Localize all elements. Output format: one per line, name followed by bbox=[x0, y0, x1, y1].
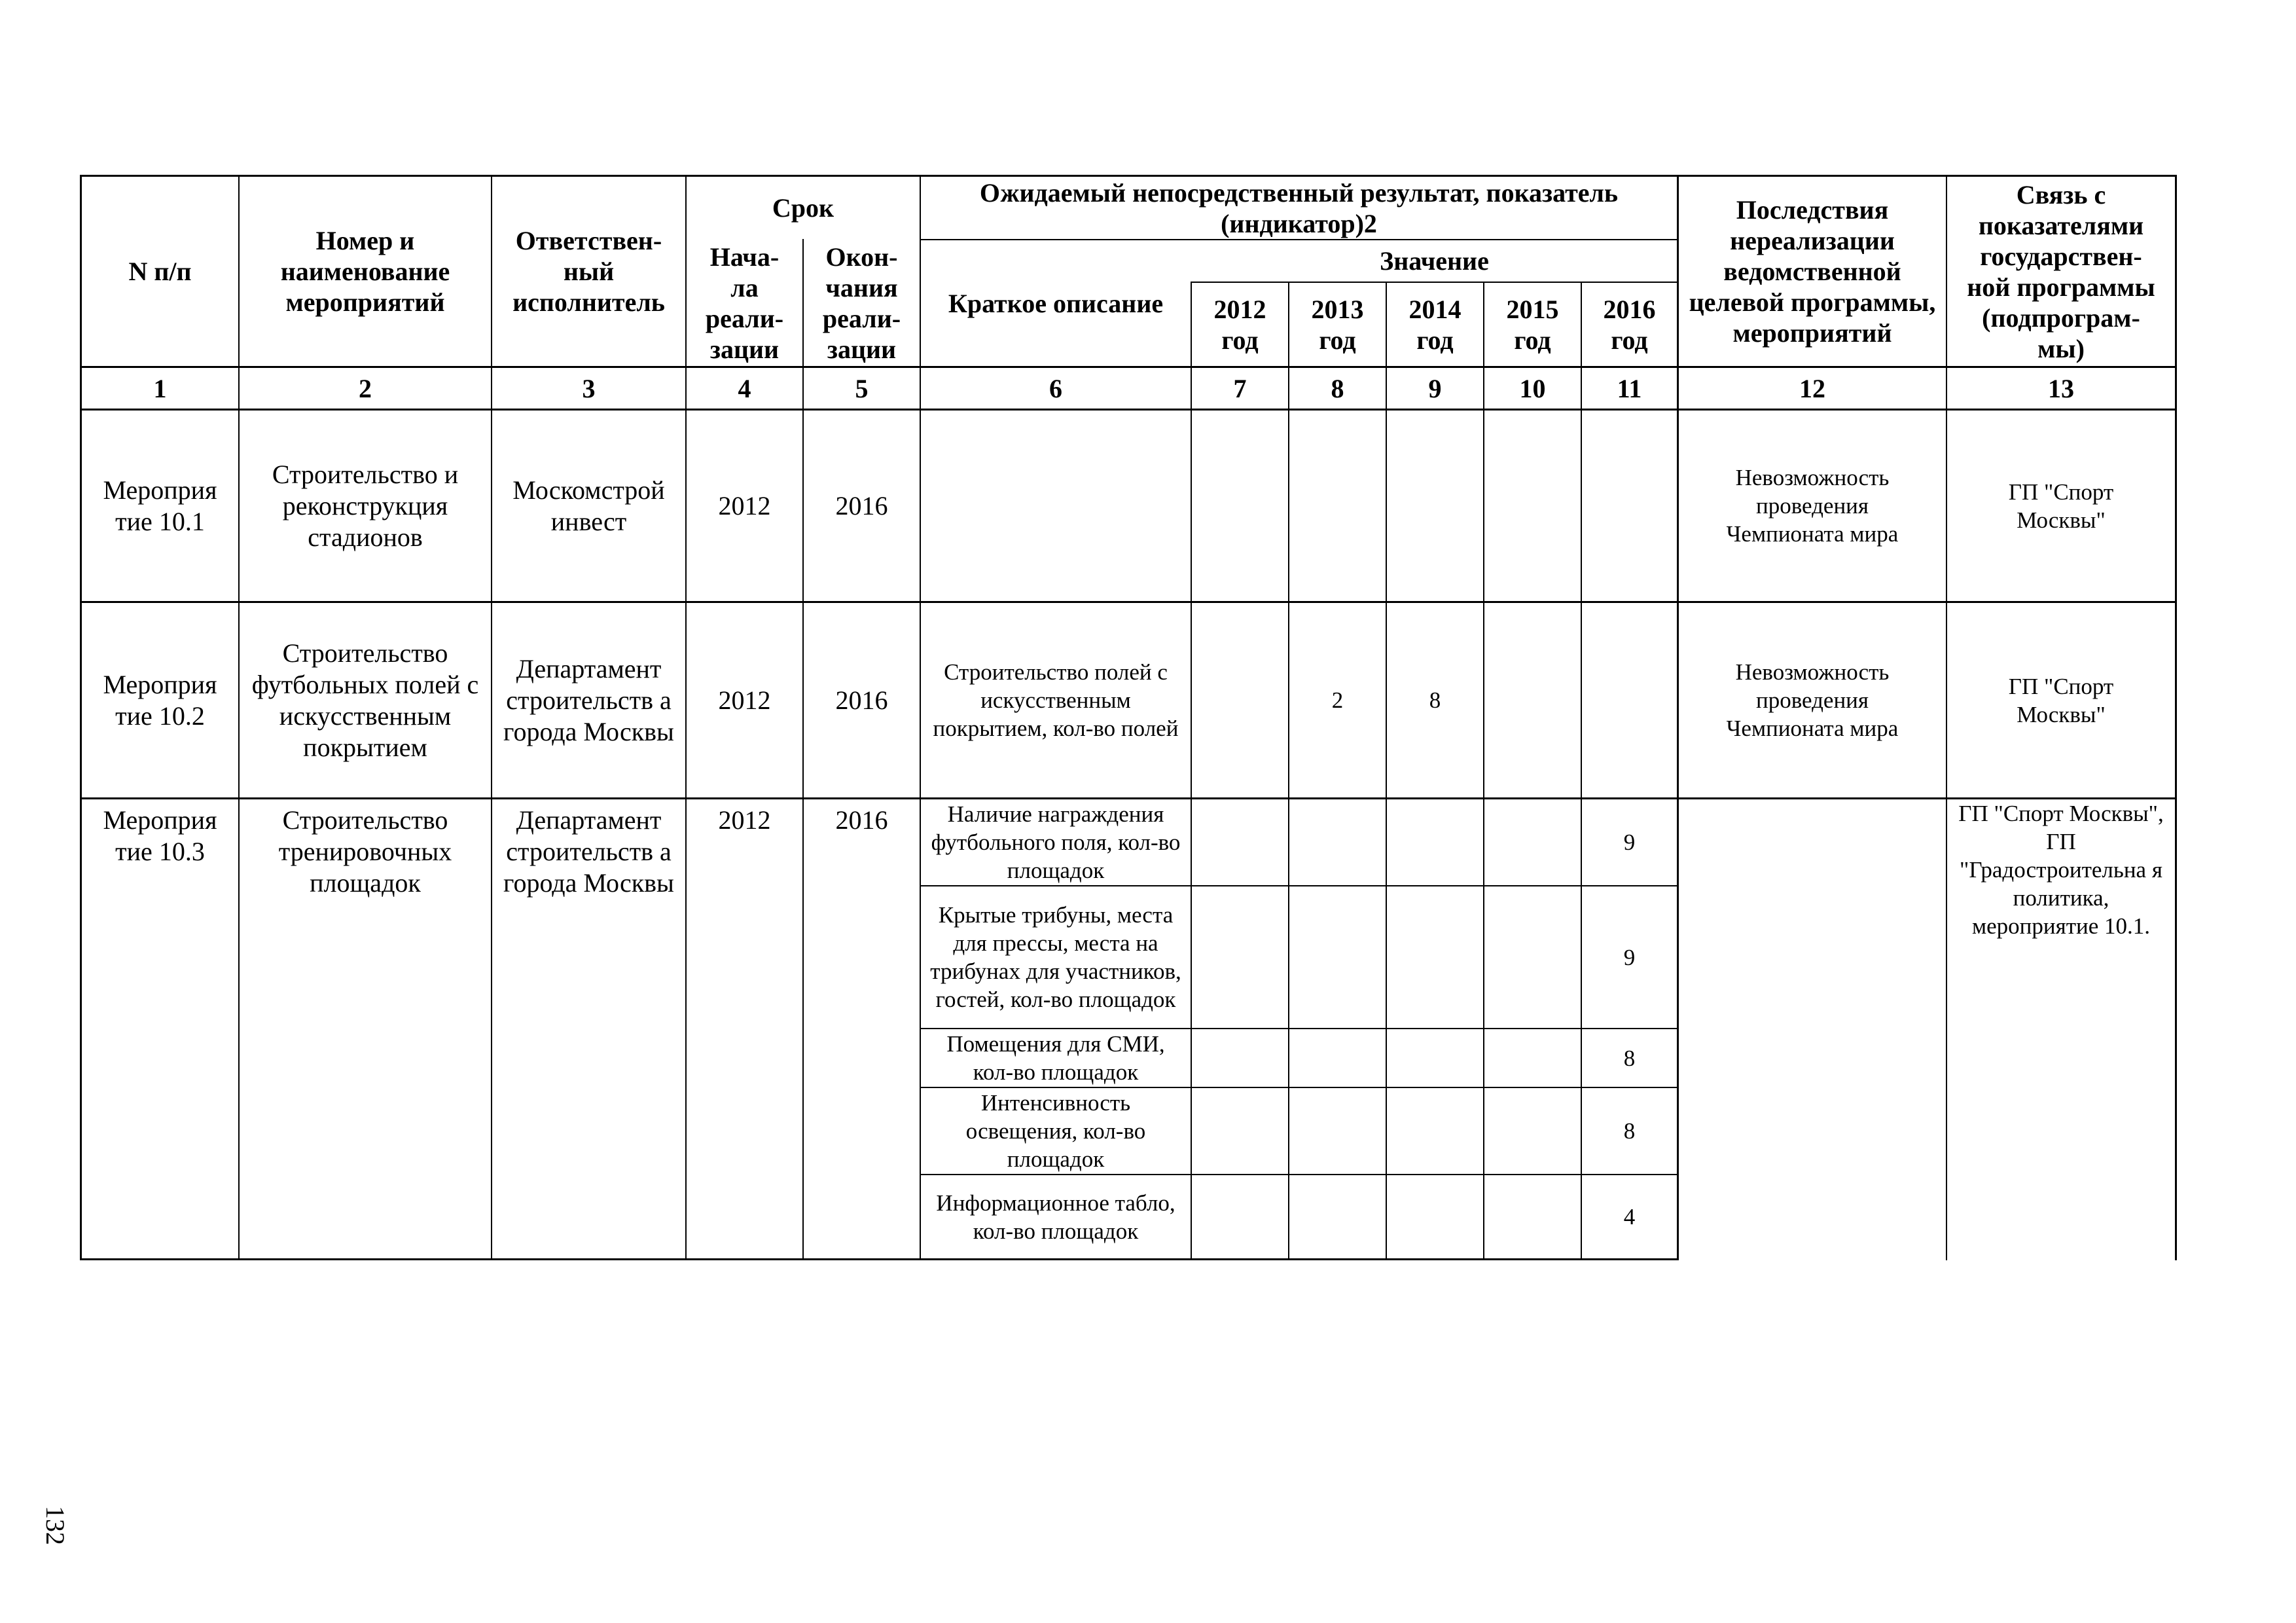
header-year-2016: 2016 год bbox=[1603, 294, 1656, 355]
column-number: 10 bbox=[1519, 373, 1546, 403]
row-10-1-end: 2016 bbox=[835, 490, 888, 520]
header-end: Окон-чания реали-зации bbox=[822, 242, 901, 364]
row-10-3-name: Строительство тренировочных площадок bbox=[278, 805, 452, 898]
indicator-value-2016: 8 bbox=[1623, 1118, 1636, 1144]
row-10-1-number: Мероприя тие 10.1 bbox=[103, 475, 217, 536]
indicator-value-2016: 9 bbox=[1623, 830, 1636, 855]
header-responsible: Ответствен-ный исполнитель bbox=[512, 226, 665, 317]
row-10-2-value-2013: 2 bbox=[1331, 687, 1344, 713]
column-number: 7 bbox=[1233, 373, 1247, 403]
row-10-2-description: Строительство полей с искусственным покрытием, кол-во полей bbox=[933, 659, 1179, 741]
header-link-program: Связь с показателями государствен-ной программы (подпрограм-мы) bbox=[1967, 179, 2155, 363]
row-10-1-responsible: Москомстрой инвест bbox=[512, 475, 665, 536]
column-number: 6 bbox=[1049, 373, 1062, 403]
column-number: 2 bbox=[359, 373, 372, 403]
header-expected-result: Ожидаемый непосредственный результат, показатель (индикатор)2 bbox=[979, 177, 1619, 238]
row-10-2-number: Мероприя тие 10.2 bbox=[103, 669, 217, 731]
column-number: 13 bbox=[2048, 373, 2074, 403]
header-n-pp: N п/п bbox=[128, 257, 192, 286]
column-number: 12 bbox=[1799, 373, 1825, 403]
indicator-description: Помещения для СМИ, кол-во площадок bbox=[946, 1031, 1165, 1085]
row-10-1-link: ГП "Спорт Москвы" bbox=[2008, 479, 2114, 533]
indicator-table bbox=[80, 175, 2177, 1260]
header-start: Нача-ла реали-зации bbox=[705, 242, 784, 364]
row-10-1-name: Строительство и реконструкция стадионов bbox=[272, 459, 459, 552]
header-name: Номер и наименование мероприятий bbox=[280, 226, 450, 317]
column-number: 5 bbox=[855, 373, 869, 403]
row-10-2-link: ГП "Спорт Москвы" bbox=[2008, 673, 2114, 727]
row-10-2-start: 2012 bbox=[718, 685, 771, 715]
row-10-3-number: Мероприя тие 10.3 bbox=[103, 805, 217, 866]
table-right-border bbox=[2175, 175, 2177, 1260]
row-10-2-value-2014: 8 bbox=[1429, 687, 1441, 713]
indicator-description: Крытые трибуны, места для прессы, места на трибунах для участников, гостей, кол-во площадок bbox=[930, 902, 1181, 1012]
row-10-1-consequences: Невозможность проведения Чемпионата мира bbox=[1726, 465, 1899, 547]
row-10-2-end: 2016 bbox=[835, 685, 888, 715]
row-10-3-link: ГП "Спорт Москвы", ГП "Градостроительна я политика, мероприятие 10.1. bbox=[1958, 801, 2164, 939]
indicator-value-2016: 8 bbox=[1623, 1045, 1636, 1071]
indicator-description: Интенсивность освещения, кол-во площадок bbox=[965, 1090, 1146, 1172]
indicator-value-2016: 4 bbox=[1623, 1204, 1636, 1230]
rule bbox=[1483, 282, 1484, 1260]
column-number: 11 bbox=[1617, 373, 1642, 403]
column-number: 9 bbox=[1428, 373, 1442, 403]
header-year-2012: 2012 год bbox=[1213, 294, 1266, 355]
row-10-2-responsible: Департамент строительств а города Москвы bbox=[503, 653, 674, 746]
header-year-2013: 2013 год bbox=[1311, 294, 1364, 355]
row-10-3-responsible: Департамент строительств а города Москвы bbox=[503, 805, 674, 898]
column-number: 3 bbox=[582, 373, 596, 403]
row-10-2-name: Строительство футбольных полей с искусственным покрытием bbox=[251, 638, 479, 762]
column-number: 8 bbox=[1331, 373, 1344, 403]
row-10-3-end: 2016 bbox=[835, 805, 888, 835]
header-term: Срок bbox=[772, 193, 834, 223]
header-value: Значение bbox=[1380, 246, 1489, 276]
header-year-2015: 2015 год bbox=[1506, 294, 1559, 355]
column-number: 1 bbox=[153, 373, 167, 403]
row-10-3-start: 2012 bbox=[718, 805, 771, 835]
header-short-description: Краткое описание bbox=[948, 288, 1164, 318]
header-year-2014: 2014 год bbox=[1408, 294, 1462, 355]
column-number: 4 bbox=[738, 373, 751, 403]
table-bottom-border bbox=[80, 1258, 1678, 1260]
indicator-description: Наличие награждения футбольного поля, кол-во площадок bbox=[931, 801, 1181, 883]
indicator-description: Информационное табло, кол-во площадок bbox=[936, 1190, 1175, 1244]
indicator-value-2016: 9 bbox=[1623, 944, 1636, 970]
row-10-2-consequences: Невозможность проведения Чемпионата мира bbox=[1726, 659, 1899, 741]
page-number: 132 bbox=[41, 1506, 71, 1545]
rule bbox=[1191, 282, 1192, 1260]
row-10-1-start: 2012 bbox=[718, 490, 771, 520]
header-consequences: Последствия нереализации ведомственной целевой программы, мероприятий bbox=[1689, 195, 1936, 348]
